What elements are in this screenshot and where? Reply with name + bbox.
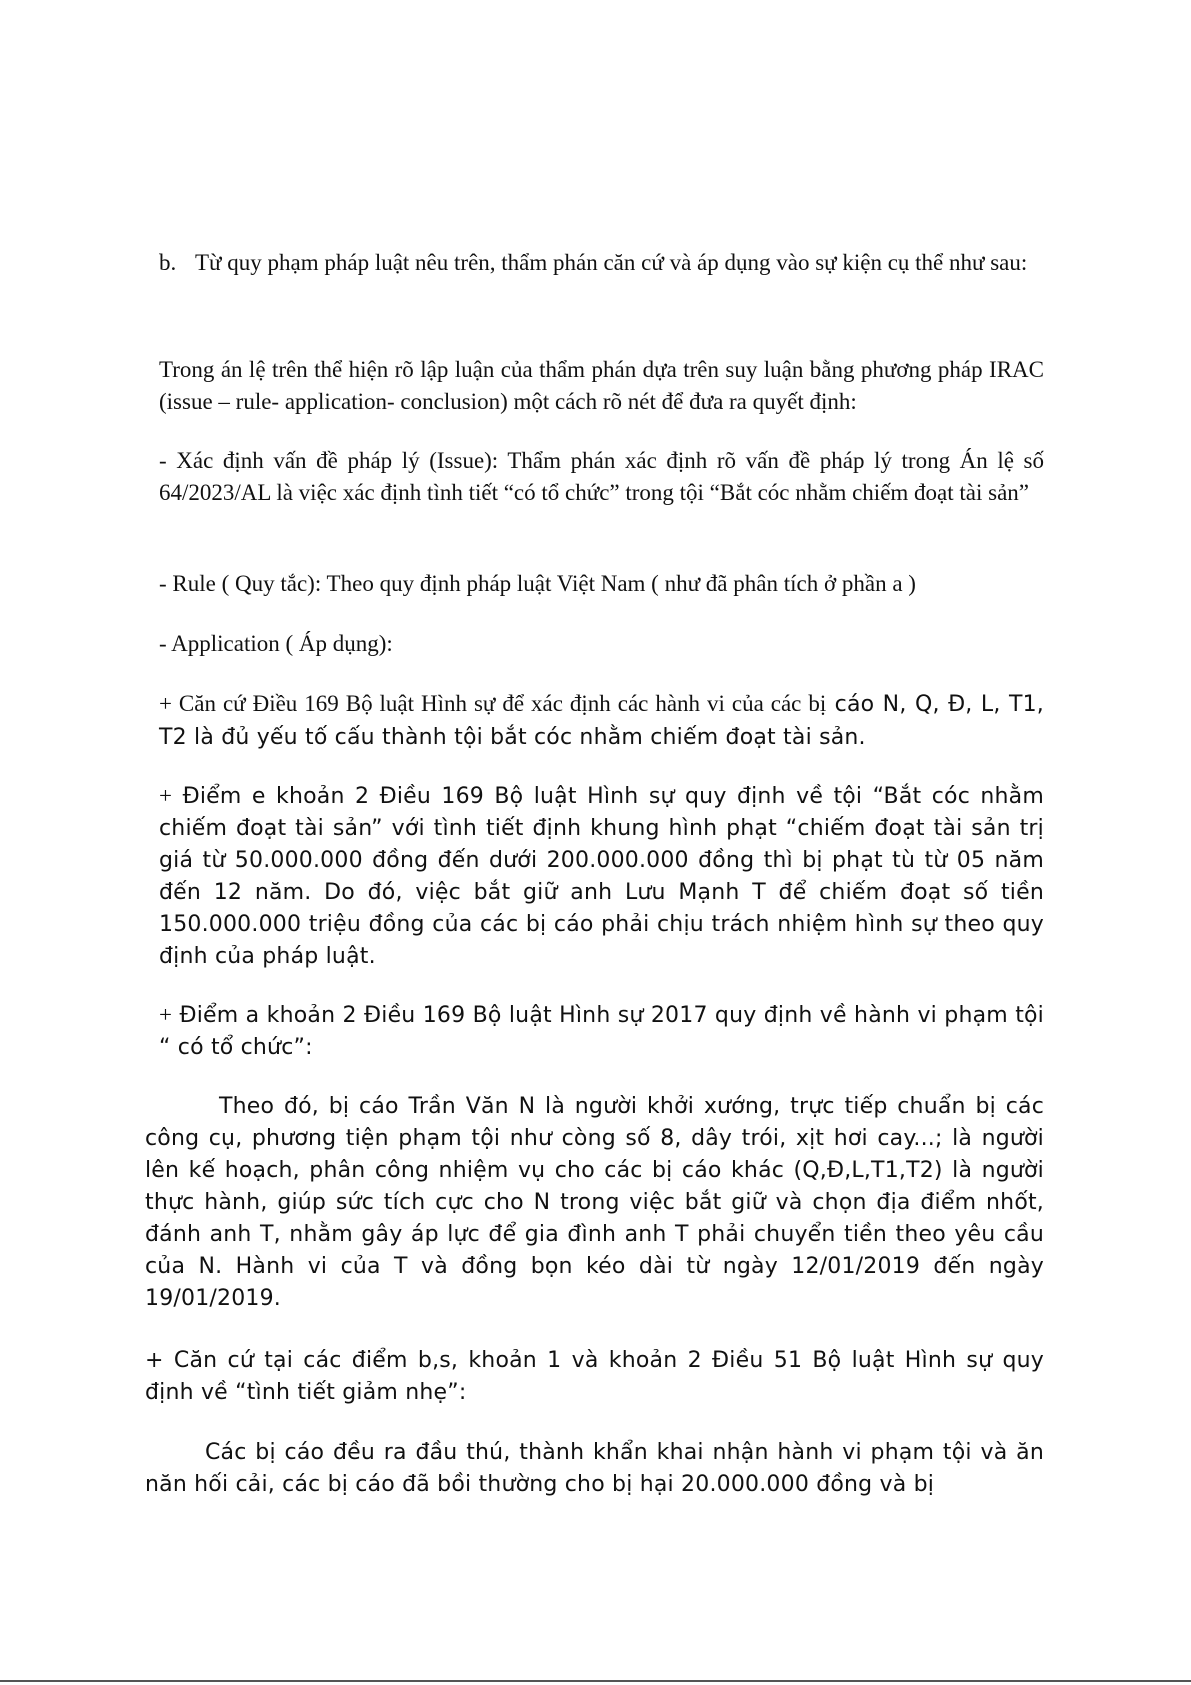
point-1-serif-text: + Căn cứ Điều 169 Bộ luật Hình sự để xác định các hành vi của các bị [159,691,827,716]
point-4-detail: Các bị cáo đều ra đầu thú, thành khẩn khai nhận hành vi phạm tội và ăn năn hối cải, các bị cáo đã bồi thường cho bị hại 20.000.000 đồng và bị [145,1440,1044,1497]
point-1 [159,688,1044,754]
point-3-detail: Theo đó, bị cáo Trần Văn N là người khởi xướng, trực tiếp chuẩn bị các công cụ, phương tiện phạm tội như còng số 8, dây trói, xịt hơi cay...; là người lên kế hoạch, phân công nhiệm vụ cho các bị cáo khác (Q,Đ,L,T1,T2) là người thực hành, giúp sức tích cực cho N trong việc bắt giữ và chọn địa điểm nhốt, đánh anh T, nhằm gây áp lực để gia đình anh T phải chuyển tiền theo yêu cầu của N. Hành vi của T và đồng bọn kéo dài từ ngày 12/01/2019 đến ngày 19/01/2019. [145,1094,1044,1311]
point-3-plus: + [159,1002,173,1027]
application-heading: - Application ( Áp dụng): [159,631,393,656]
intro-paragraph: Trong án lệ trên thể hiện rõ lập luận của thẩm phán dựa trên suy luận bằng phương pháp IRAC (issue – rule- application- conclusion) một cách rõ nét để đưa ra quyết định: [159,357,1044,414]
section-b-text: Từ quy phạm pháp luật nêu trên, thẩm phán căn cứ và áp dụng vào sự kiện cụ thể như sau: [195,250,1028,275]
point-3 [159,999,1044,1064]
point-3-text: Điểm a khoản 2 Điều 169 Bộ luật Hình sự 2017 quy định về hành vi phạm tội “ có tổ chức”: [159,1003,1044,1060]
point-2 [159,780,1044,973]
rule-paragraph: - Rule ( Quy tắc): Theo quy định pháp luật Việt Nam ( như đã phân tích ở phần a ) [159,571,916,596]
section-b [159,247,1044,279]
point-1-sans-text: cáo N, Q, Đ, L, T1, T2 là đủ yếu tố cấu thành tội bắt cóc nhằm chiếm đoạt tài sản. [159,692,1044,750]
page-bottom-edge [0,1680,1191,1682]
section-b-marker: b. [159,250,177,275]
issue-paragraph: - Xác định vấn đề pháp lý (Issue): Thẩm phán xác định rõ vấn đề pháp lý trong Án lệ số 64/2023/AL là việc xác định tình tiết “có tổ chức” trong tội “Bắt cóc nhằm chiếm đoạt tài sản” [159,448,1044,505]
point-4: + Căn cứ tại các điểm b,s, khoản 1 và khoản 2 Điều 51 Bộ luật Hình sự quy định về “tình tiết giảm nhẹ”: [145,1348,1044,1405]
point-2-text: Điểm e khoản 2 Điều 169 Bộ luật Hình sự quy định về tội “Bắt cóc nhằm chiếm đoạt tài sản” với tình tiết định khung hình phạt “chiếm đoạt tài sản trị giá từ 50.000.000 đồng đến dưới 200.000.000 đồng thì bị phạt tù từ 05 năm đến 12 năm. Do đó, việc bắt giữ anh Lưu Mạnh T để chiếm đoạt số tiền 150.000.000 triệu đồng của các bị cáo phải chịu trách nhiệm hình sự theo quy định của pháp luật. [159,784,1044,969]
point-2-plus: + [159,783,173,808]
